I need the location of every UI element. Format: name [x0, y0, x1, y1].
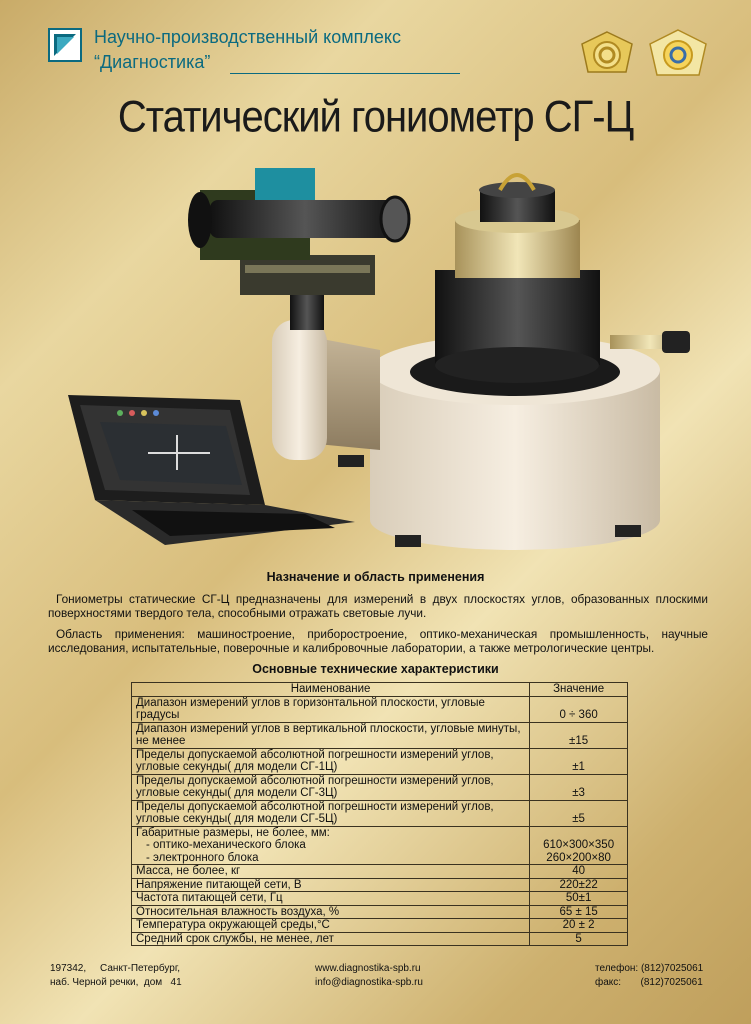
table-row [132, 722, 628, 748]
row-value: ±5 [530, 800, 628, 826]
dims-label: Габаритные размеры, не более, мм: [136, 826, 330, 839]
row-name: Средний срок службы, не менее, лет [132, 932, 530, 946]
table-row [132, 919, 628, 933]
row-name: Напряжение питающей сети, В [132, 878, 530, 892]
row-value: 220±22 [530, 878, 628, 892]
dims-value-optical: 610×300×350 [543, 839, 615, 851]
company-name-line2: “Диагностика” [94, 52, 211, 72]
row-value: ±1 [530, 748, 628, 774]
page-title: Статический гониометр СГ-Ц [117, 92, 634, 142]
table-row [132, 800, 628, 826]
table-row [132, 774, 628, 800]
footer-address [50, 962, 182, 990]
section-title-purpose: Назначение и область применения [266, 570, 485, 584]
table-row [132, 865, 628, 879]
row-name: Пределы допускаемой абсолютной погрешности измерений углов, угловые секунды( для модели СГ-3Ц) [132, 774, 530, 800]
company-name-line1: Научно-производственный комплекс [94, 27, 401, 47]
row-value: ±15 [530, 722, 628, 748]
dims-value-electronic: 260×200×80 [546, 851, 611, 864]
row-name: Температура окружающей среды,°С [132, 919, 530, 933]
specs-table [131, 682, 628, 946]
table-row [132, 892, 628, 906]
row-value: 5 [530, 932, 628, 946]
company-underline [230, 73, 460, 74]
phone-number: телефон: (812)7025061 [595, 963, 704, 974]
row-value: 0 ÷ 360 [530, 696, 628, 722]
table-row [132, 932, 628, 946]
table-row [132, 696, 628, 722]
row-name: Диапазон измерений углов в вертикальной плоскости, угловые минуты, не менее [132, 722, 530, 748]
row-name: Диапазон измерений углов в горизонтальной плоскости, угловые градусы [132, 696, 530, 722]
dims-sub-electronic: - электронного блока [146, 851, 259, 864]
header-name: Наименование [132, 683, 530, 697]
section-title-specs: Основные технические характеристики [252, 662, 499, 676]
footer-contacts [595, 962, 703, 990]
certification-badge-icon [648, 28, 708, 78]
row-value: 20 ± 2 [530, 919, 628, 933]
row-value [530, 826, 628, 865]
header-value: Значение [530, 683, 628, 697]
table-row [132, 826, 628, 865]
row-name: Масса, не более, кг [132, 865, 530, 879]
paragraph-purpose: Гониометры статические СГ-Ц предназначены для измерений в двух плоскостях углов, образованных плоскими поверхностями твердого тела, способными отражать световые лучи. [48, 592, 708, 620]
row-name [132, 826, 530, 865]
footer-web [315, 962, 423, 990]
email-link[interactable]: info@diagnostika-spb.ru [315, 977, 423, 988]
table-row [132, 748, 628, 774]
table-row [132, 905, 628, 919]
website-link[interactable]: www.diagnostika-spb.ru [315, 963, 421, 974]
row-value: 50±1 [530, 892, 628, 906]
row-name: Относительная влажность воздуха, % [132, 905, 530, 919]
address-line2: наб. Черной речки, дом 41 [50, 977, 182, 988]
company-logo-icon [48, 28, 82, 62]
row-name: Пределы допускаемой абсолютной погрешности измерений углов, угловые секунды( для модели СГ-1Ц) [132, 748, 530, 774]
fax-number: факс: (812)7025061 [595, 977, 703, 988]
goniometer-illustration [50, 150, 710, 560]
row-value: 65 ± 15 [530, 905, 628, 919]
address-line1: 197342, Санкт-Петербург, [50, 963, 181, 974]
row-value: ±3 [530, 774, 628, 800]
row-name: Частота питающей сети, Гц [132, 892, 530, 906]
row-value: 40 [530, 865, 628, 879]
certification-badge-icon [580, 30, 634, 76]
row-name: Пределы допускаемой абсолютной погрешности измерений углов, угловые секунды( для модели СГ-5Ц) [132, 800, 530, 826]
dims-sub-optical: - оптико-механического блока [146, 839, 306, 851]
table-row [132, 878, 628, 892]
table-header-row [132, 683, 628, 697]
paragraph-applications: Область применения: машиностроение, приборостроение, оптико-механическая промышленность, научные исследования, испытательные, поверочные и калибровочные лаборатории, а также метрологические центры. [48, 627, 708, 655]
